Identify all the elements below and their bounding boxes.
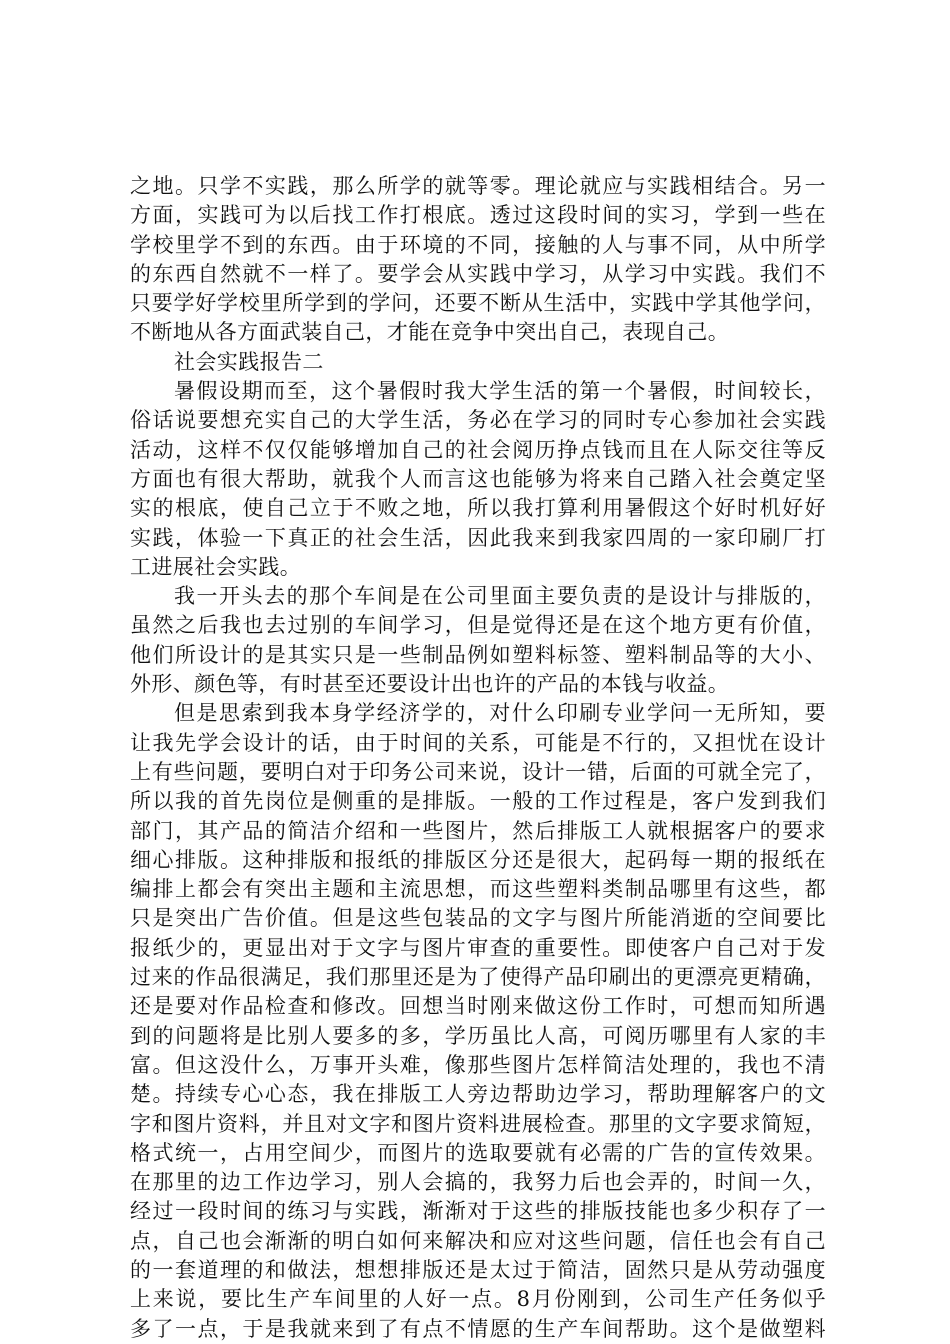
- body-text: [130, 172, 826, 1344]
- text-line: 的一套道理的和做法，想想排版还是太过于简洁，固然只是从劳动强度: [130, 1257, 826, 1282]
- text-line: 过来的作品很满足，我们那里还是为了使得产品印刷出的更漂亮更精确，: [130, 965, 826, 990]
- text-line: 在那里的边工作边学习，别人会搞的，我努力后也会弄的，时间一久，: [130, 1170, 826, 1195]
- text-line: 活动，这样不仅仅能够增加自己的社会阅历挣点钱而且在人际交往等反: [130, 437, 826, 462]
- text-line: 楚。持续专心心态，我在排版工人旁边帮助边学习，帮助理解客户的文: [130, 1082, 826, 1107]
- text-line: 细心排版。这种排版和报纸的排版区分还是很大，起码每一期的报纸在: [130, 847, 826, 872]
- section-heading: 社会实践报告二: [174, 349, 324, 374]
- text-line: 上来说，要比生产车间里的人好一点。8月份刚到，公司生产任务似乎: [130, 1287, 826, 1312]
- text-line: 格式统一，占用空间少，而图片的选取要就有必需的广告的宣传效果。: [130, 1140, 826, 1165]
- text-line: 暑假设期而至，这个暑假时我大学生活的第一个暑假，时间较长，: [174, 379, 826, 404]
- text-line: 所以我的首先岗位是侧重的是排版。一般的工作过程是，客户发到我们: [130, 789, 826, 814]
- text-line: 还是要对作品检查和修改。回想当时刚来做这份工作时，可想而知所遇: [130, 994, 826, 1019]
- text-line: 的东西自然就不一样了。要学会从实践中学习，从学习中实践。我们不: [130, 261, 826, 286]
- text-line: 字和图片资料，并且对文字和图片资料进展检查。那里的文字要求简短，: [130, 1111, 826, 1136]
- text-line: 方面也有很大帮助，就我个人而言这也能够为将来自己踏入社会奠定坚: [130, 466, 826, 491]
- text-line: 不断地从各方面武装自己，才能在竞争中突出自己，表现自己。: [130, 320, 730, 345]
- text-line: 我一开头去的那个车间是在公司里面主要负责的是设计与排版的，: [174, 584, 826, 609]
- text-line: 多了一点，于是我就来到了有点不情愿的生产车间帮助。这个是做塑料: [130, 1316, 826, 1341]
- text-line: 但是思索到我本身学经济学的，对什么印刷专业学问一无所知，要: [174, 701, 826, 726]
- text-line: 部门，其产品的简洁介绍和一些图片，然后排版工人就根据客户的要求: [130, 818, 826, 843]
- text-line: 富。但这没什么，万事开头难，像那些图片怎样简洁处理的，我也不清: [130, 1052, 826, 1077]
- text-line: 只要学好学校里所学到的学问，还要不断从生活中，实践中学其他学问，: [130, 291, 826, 316]
- text-line: 外形、颜色等，有时甚至还要设计出也许的产品的本钱与收益。: [130, 672, 730, 697]
- text-line: 虽然之后我也去过别的车间学习，但是觉得还是在这个地方更有价值，: [130, 613, 826, 638]
- text-line: 只是突出广告价值。但是这些包装品的文字与图片所能消逝的空间要比: [130, 906, 826, 931]
- text-line: 上有些问题，要明白对于印务公司来说，设计一错，后面的可就全完了，: [130, 759, 826, 784]
- text-line: 俗话说要想充实自己的大学生活，务必在学习的同时专心参加社会实践: [130, 408, 826, 433]
- text-line: 实践，体验一下真正的社会生活，因此我来到我家四周的一家印刷厂打: [130, 525, 826, 550]
- text-line: 之地。只学不实践，那么所学的就等零。理论就应与实践相结合。另一: [130, 174, 826, 198]
- text-line: 方面，实践可为以后找工作打根底。透过这段时间的实习，学到一些在: [130, 203, 826, 228]
- text-line: 他们所设计的是其实只是一些制品例如塑料标签、塑料制品等的大小、: [130, 642, 826, 667]
- text-line: 学校里学不到的东西。由于环境的不同，接触的人与事不同，从中所学: [130, 232, 826, 257]
- text-line: 编排上都会有突出主题和主流思想，而这些塑料类制品哪里有这些，都: [130, 877, 826, 902]
- text-line: 报纸少的，更显出对于文字与图片审查的重要性。即使客户自己对于发: [130, 935, 826, 960]
- text-line: 点，自己也会渐渐的明白如何来解决和应对这些问题，信任也会有自己: [130, 1228, 826, 1253]
- text-line: 让我先学会设计的话，由于时间的关系，可能是不行的，又担忧在设计: [130, 730, 826, 755]
- text-line: 到的问题将是比别人要多的多，学历虽比人高，可阅历哪里有人家的丰: [130, 1023, 826, 1048]
- text-line: 经过一段时间的练习与实践，渐渐对于这些的排版技能也多少积存了一: [130, 1199, 826, 1224]
- text-line: 实的根底，使自己立于不败之地，所以我打算利用暑假这个好时机好好: [130, 496, 826, 521]
- text-line: 工进展社会实践。: [130, 554, 302, 579]
